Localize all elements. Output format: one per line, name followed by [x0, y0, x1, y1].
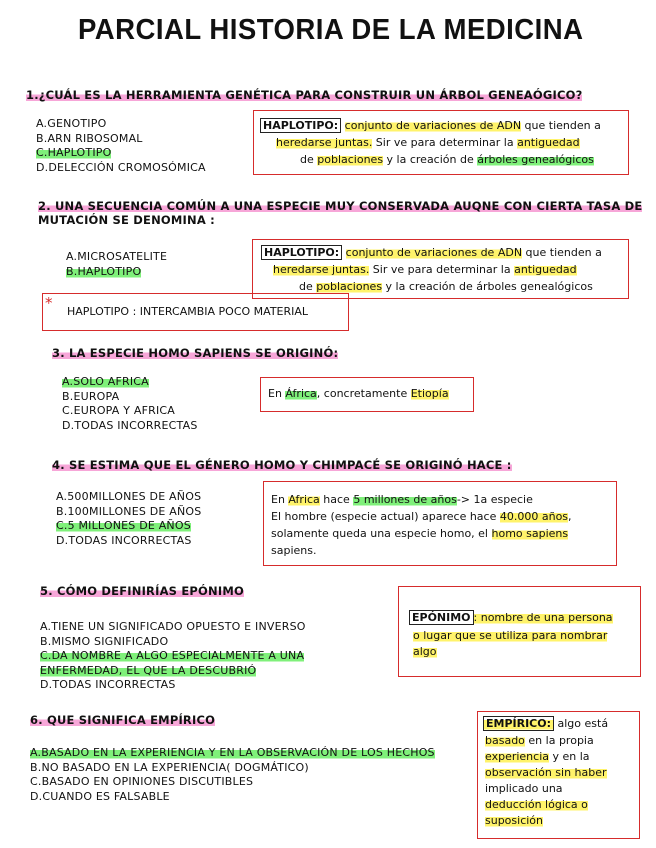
question-3-options	[62, 375, 198, 433]
empirico-note: EMPÍRICO: algo está basado en la propia experiencia y en la observación sin haber implicado una deducción lógica o suposición	[477, 711, 640, 839]
question-4: 4. SE ESTIMA QUE EL GÉNERO HOMO Y CHIMPACÉ SE ORIGINÓ HACE :	[52, 458, 512, 472]
q6-option-b: B.NO BASADO EN LA EXPERIENCIA( DOGMÁTICO)	[30, 760, 309, 774]
term-haplotipo: HAPLOTIPO:	[260, 118, 341, 133]
q3-option-a: A.SOLO AFRICA	[62, 375, 149, 388]
term-empirico: EMPÍRICO:	[483, 716, 554, 731]
q4-option-c: C.5 MILLONES DE AÑOS	[56, 519, 191, 532]
q5-option-b: B.MISMO SIGNIFICADO	[40, 634, 169, 648]
q1-option-c: C.HAPLOTIPO	[36, 146, 112, 159]
term-eponimo: EPÓNIMO	[409, 610, 474, 625]
q4-option-a: A.500MILLONES DE AÑOS	[56, 490, 202, 503]
q6-option-a: A.BASADO EN LA EXPERIENCIA Y EN LA OBSERVACIÓN DE LOS HECHOS	[30, 746, 435, 759]
question-4-options	[56, 490, 201, 548]
haplotipo-star-note	[42, 293, 349, 331]
question-6: 6. QUE SIGNIFICA EMPÍRICO	[30, 713, 216, 727]
question-5: 5. CÓMO DEFINIRÍAS EPÓNIMO	[40, 584, 244, 598]
q5-option-a: A.TIENE UN SIGNIFICADO OPUESTO E INVERSO	[40, 620, 306, 633]
africa-note: En África, concretamente Etiopía	[260, 377, 474, 412]
q2-option-a: A.MICROSATELITE	[66, 250, 168, 263]
q1-option-b: B.ARN RIBOSOMAL	[36, 131, 143, 145]
question-5-options	[40, 620, 306, 693]
q6-option-c: C.BASADO EN OPINIONES DISCUTIBLES	[30, 775, 254, 788]
homo-note: En Africa hace 5 millones de años-> 1a especie El hombre (especie actual) aparece hace 40.000 años, solamente queda una especie homo, el homo sapiens sapiens.	[263, 481, 617, 566]
question-6-options	[30, 746, 435, 804]
question-2-options	[66, 250, 167, 279]
q2-option-b: B.HAPLOTIPO	[66, 264, 142, 278]
question-3: 3. LA ESPECIE HOMO SAPIENS SE ORIGINÓ:	[52, 346, 339, 360]
q4-option-d: D.TODAS INCORRECTAS	[56, 533, 192, 547]
q5-option-d: D.TODAS INCORRECTAS	[40, 678, 176, 691]
q1-option-a: A.GENOTIPO	[36, 117, 107, 130]
q5-option-c: C.DA NOMBRE A ALGO ESPECIALMENTE A UNA	[40, 649, 305, 662]
q1-option-d: D.DELECCIÓN CROMOSÓMICA	[36, 160, 206, 174]
star-icon: *	[45, 294, 53, 312]
page-title: PARCIAL HISTORIA DE LA MEDICINA	[78, 14, 584, 46]
q6-option-d: D.CUANDO ES FALSABLE	[30, 789, 170, 803]
q4-option-b: B.100MILLONES DE AÑOS	[56, 504, 202, 518]
q5-option-c-cont: ENFERMEDAD, EL QUE LA DESCUBRIÓ	[40, 663, 257, 677]
haplotipo-note-2: HAPLOTIPO: conjunto de variaciones de ADN que tienden a heredarse juntas. Sir ve para determinar la antiguedad de poblaciones y la creación de árboles genealógicos	[252, 239, 629, 299]
question-1-options	[36, 117, 206, 175]
eponimo-note: EPÓNIMO : nombre de una persona o lugar que se utiliza para nombrar algo	[398, 586, 641, 677]
question-1: 1.¿CUÁL ES LA HERRAMIENTA GENÉTICA PARA CONSTRUIR UN ÁRBOL GENEAÓGICO?	[26, 88, 583, 102]
question-2: 2. UNA SECUENCIA COMÚN A UNA ESPECIE MUY CONSERVADA AUQNE CON CIERTA TASA DE MUTACIÓN SE DENOMINA :	[38, 199, 643, 227]
term-haplotipo: HAPLOTIPO:	[261, 245, 342, 260]
q3-option-c: C.EUROPA Y AFRICA	[62, 404, 175, 417]
q3-option-b: B.EUROPA	[62, 389, 120, 403]
star-note-text: HAPLOTIPO : INTERCAMBIA POCO MATERIAL	[67, 305, 309, 318]
q3-option-d: D.TODAS INCORRECTAS	[62, 418, 198, 432]
haplotipo-note-1: HAPLOTIPO: conjunto de variaciones de ADN que tienden a heredarse juntas. Sir ve para determinar la antiguedad de poblaciones y la creación de árboles genealógicos	[253, 110, 629, 175]
